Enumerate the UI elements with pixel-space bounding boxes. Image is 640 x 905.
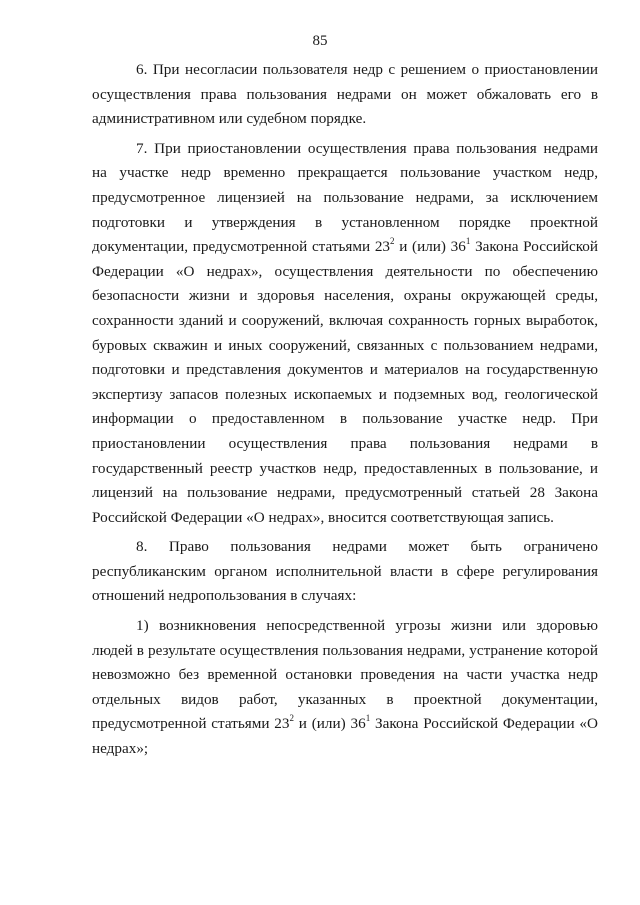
paragraph-text: Закона Российской Федерации «О недрах»; (92, 715, 598, 758)
document-body (92, 58, 598, 762)
paragraph-6 (92, 58, 598, 132)
paragraph-text: 8. Право пользования недрами может быть ограничено республиканским органом исполнительной власти в сфере регулирования отношений недропользования в случаях: (92, 538, 598, 605)
paragraph-text: 6. При несогласии пользователя недр с решением о приостановлении осуществления права пользования недрами он может обжаловать его в административном или судебном порядке. (92, 61, 598, 128)
superscript: 2 (289, 713, 294, 724)
paragraph-text: и (или) 36 (394, 238, 466, 256)
paragraph-8 (92, 535, 598, 609)
paragraph-8-1 (92, 614, 598, 762)
superscript: 1 (465, 236, 471, 247)
paragraph-text: Закона Российской Федерации «О недрах», осуществления деятельности по обеспечению безопасности жизни и здоровья населения, охраны окружающей среды, сохранности зданий и сооружений, включая сохранность горных выработок, буровых скважин и иных сооружений, связанных с пользованием недрами, подготовки и представления документов и материалов на государственную экспертизу запасов полезных ископаемых и подземных вод, геологической информации о предоставленном в пользование участке недр. При приостановлении осуществления права пользования недрами в государственный реестр участков недр, предоставленных в пользование, и лицензий на пользование недрами, предусмотренный статьей 28 Закона Российской Федерации «О недрах», вносится соответствующая запись. (92, 238, 599, 526)
paragraph-text: 1) возникновения непосредственной угрозы жизни или здоровью людей в результате осуществления пользования недрами, устранение которой невозможно без временной остановки проведения на части участка недр отдельных видов работ, указанных в проектной документации, предусмотренной статьями 23 (92, 617, 598, 733)
superscript: 1 (365, 713, 371, 724)
paragraph-text: и (или) 36 (293, 715, 366, 733)
paragraph-7 (92, 137, 598, 531)
superscript: 2 (390, 236, 395, 247)
paragraph-text: 7. При приостановлении осуществления права пользования недрами на участке недр временно прекращается пользование участком недр, предусмотренное лицензией на пользование недрами, за исключением подготовки и утверждения в установленном порядке проектной документации, предусмотренной статьями 23 (92, 139, 598, 256)
page-number: 85 (312, 33, 328, 49)
